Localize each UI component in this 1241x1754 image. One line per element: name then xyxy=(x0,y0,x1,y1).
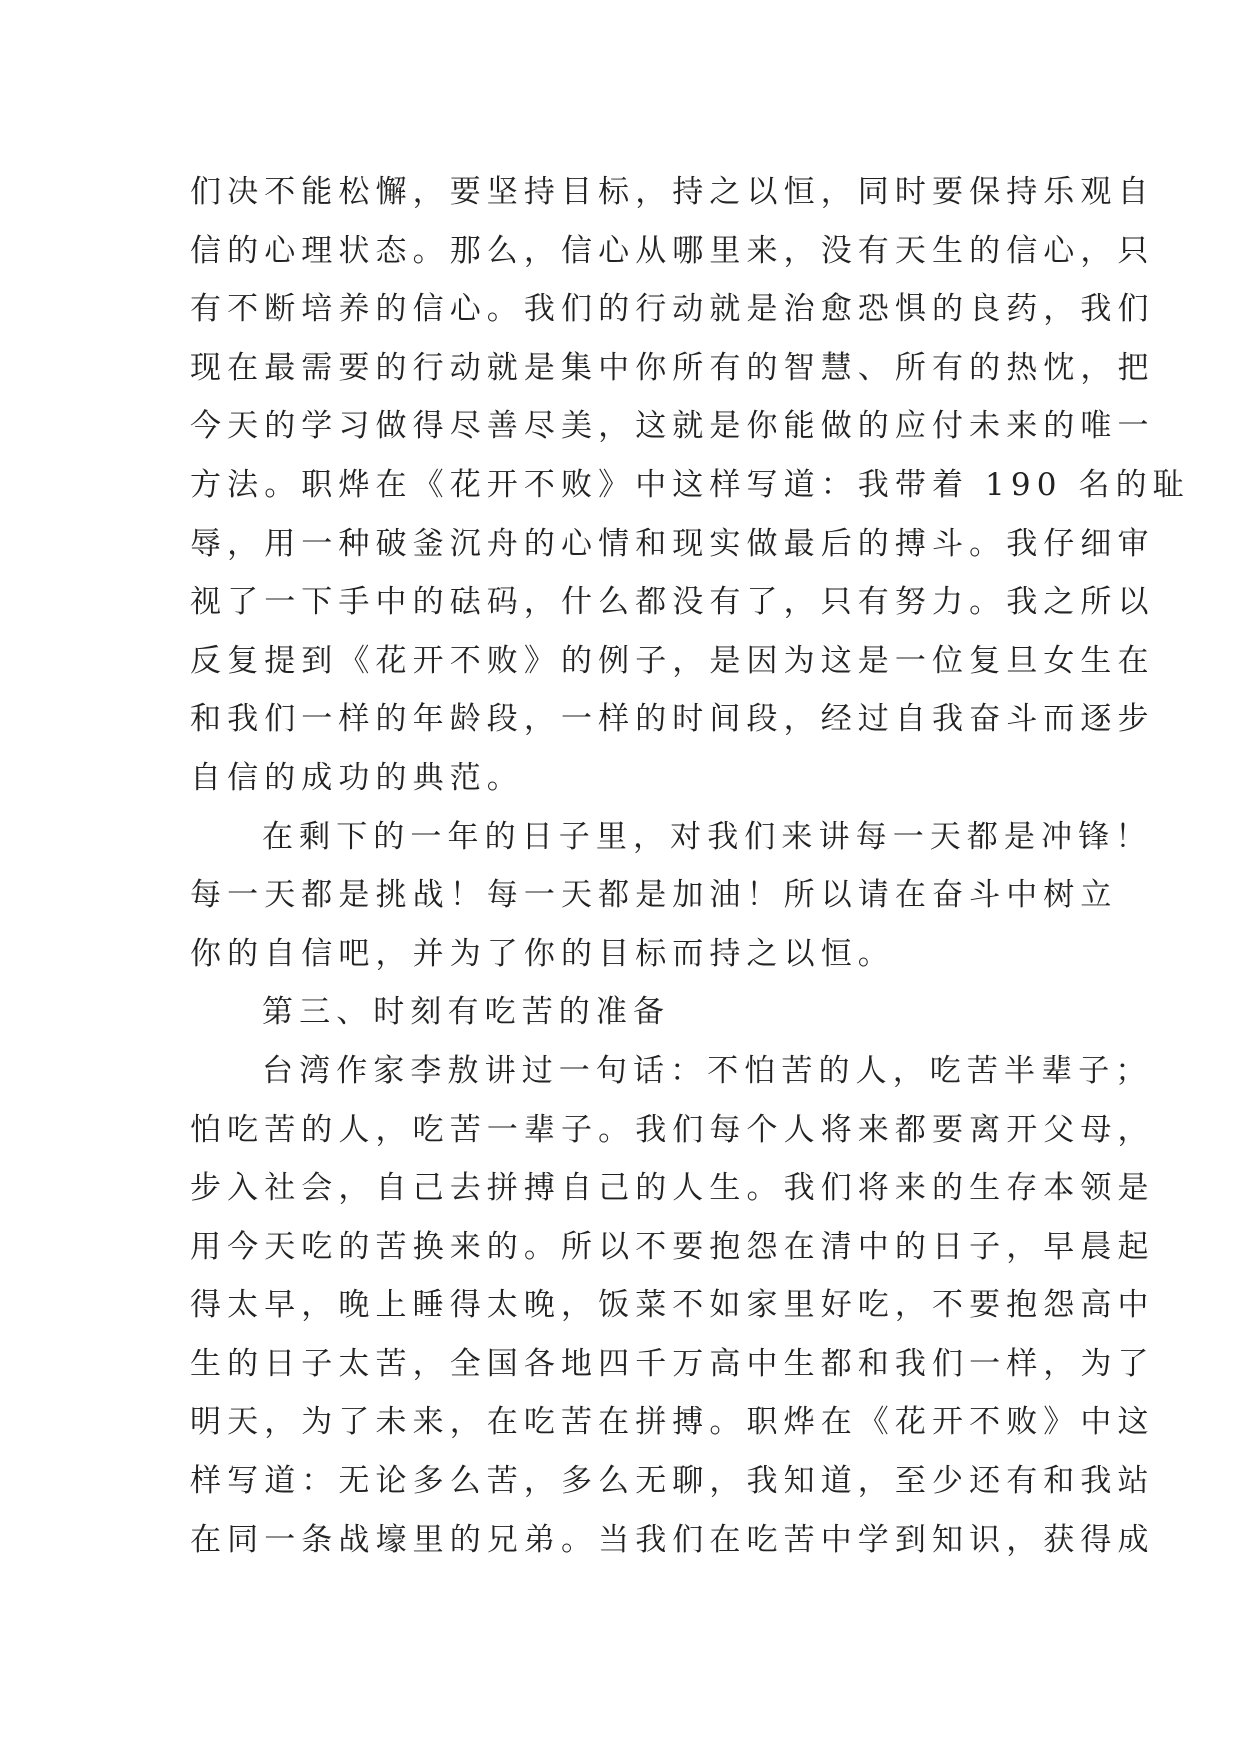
text-line: 自信的成功的典范。 xyxy=(190,759,524,796)
text-line: 视了一下手中的砝码，什么都没有了，只有努力。我之所以 xyxy=(190,584,1155,621)
text-line: 每一天都是挑战！每一天都是加油！所以请在奋斗中树立 xyxy=(190,877,1118,914)
text-line: 在同一条战壕里的兄弟。当我们在吃苦中学到知识，获得成 xyxy=(190,1521,1155,1558)
text-line: 反复提到《花开不败》的例子，是因为这是一位复旦女生在 xyxy=(190,642,1155,679)
text-line: 今天的学习做得尽善尽美，这就是你能做的应付未来的唯一 xyxy=(190,408,1155,445)
text-line: 方法。职烨在《花开不败》中这样写道：我带着 190 名的耻 xyxy=(190,466,1190,503)
text-line: 步入社会，自己去拼搏自己的人生。我们将来的生存本领是 xyxy=(190,1170,1155,1207)
body-text xyxy=(190,163,1190,1569)
text-line: 第三、时刻有吃苦的准备 xyxy=(262,994,671,1031)
text-line: 们决不能松懈，要坚持目标，持之以恒，同时要保持乐观自 xyxy=(190,174,1155,210)
text-line: 得太早，晚上睡得太晚，饭菜不如家里好吃，不要抱怨高中 xyxy=(190,1287,1155,1324)
text-line: 有不断培养的信心。我们的行动就是治愈恐惧的良药，我们 xyxy=(190,291,1155,328)
text-line: 在剩下的一年的日子里，对我们来讲每一天都是冲锋！ xyxy=(262,818,1153,855)
text-line: 你的自信吧，并为了你的目标而持之以恒。 xyxy=(190,935,895,972)
text-line: 现在最需要的行动就是集中你所有的智慧、所有的热忱，把 xyxy=(190,349,1155,386)
text-line: 辱，用一种破釜沉舟的心情和现实做最后的搏斗。我仔细审 xyxy=(190,525,1155,562)
text-line: 怕吃苦的人，吃苦一辈子。我们每个人将来都要离开父母， xyxy=(190,1111,1155,1148)
text-line: 和我们一样的年龄段，一样的时间段，经过自我奋斗而逐步 xyxy=(190,701,1155,738)
text-line: 明天，为了未来，在吃苦在拼搏。职烨在《花开不败》中这 xyxy=(190,1404,1155,1441)
text-line: 信的心理状态。那么，信心从哪里来，没有天生的信心，只 xyxy=(190,232,1155,269)
text-line: 用今天吃的苦换来的。所以不要抱怨在清中的日子，早晨起 xyxy=(190,1228,1155,1265)
text-line: 样写道：无论多么苦，多么无聊，我知道，至少还有和我站 xyxy=(190,1463,1155,1500)
text-line: 台湾作家李敖讲过一句话：不怕苦的人，吃苦半辈子； xyxy=(262,1052,1153,1089)
text-line: 生的日子太苦，全国各地四千万高中生都和我们一样，为了 xyxy=(190,1345,1155,1382)
